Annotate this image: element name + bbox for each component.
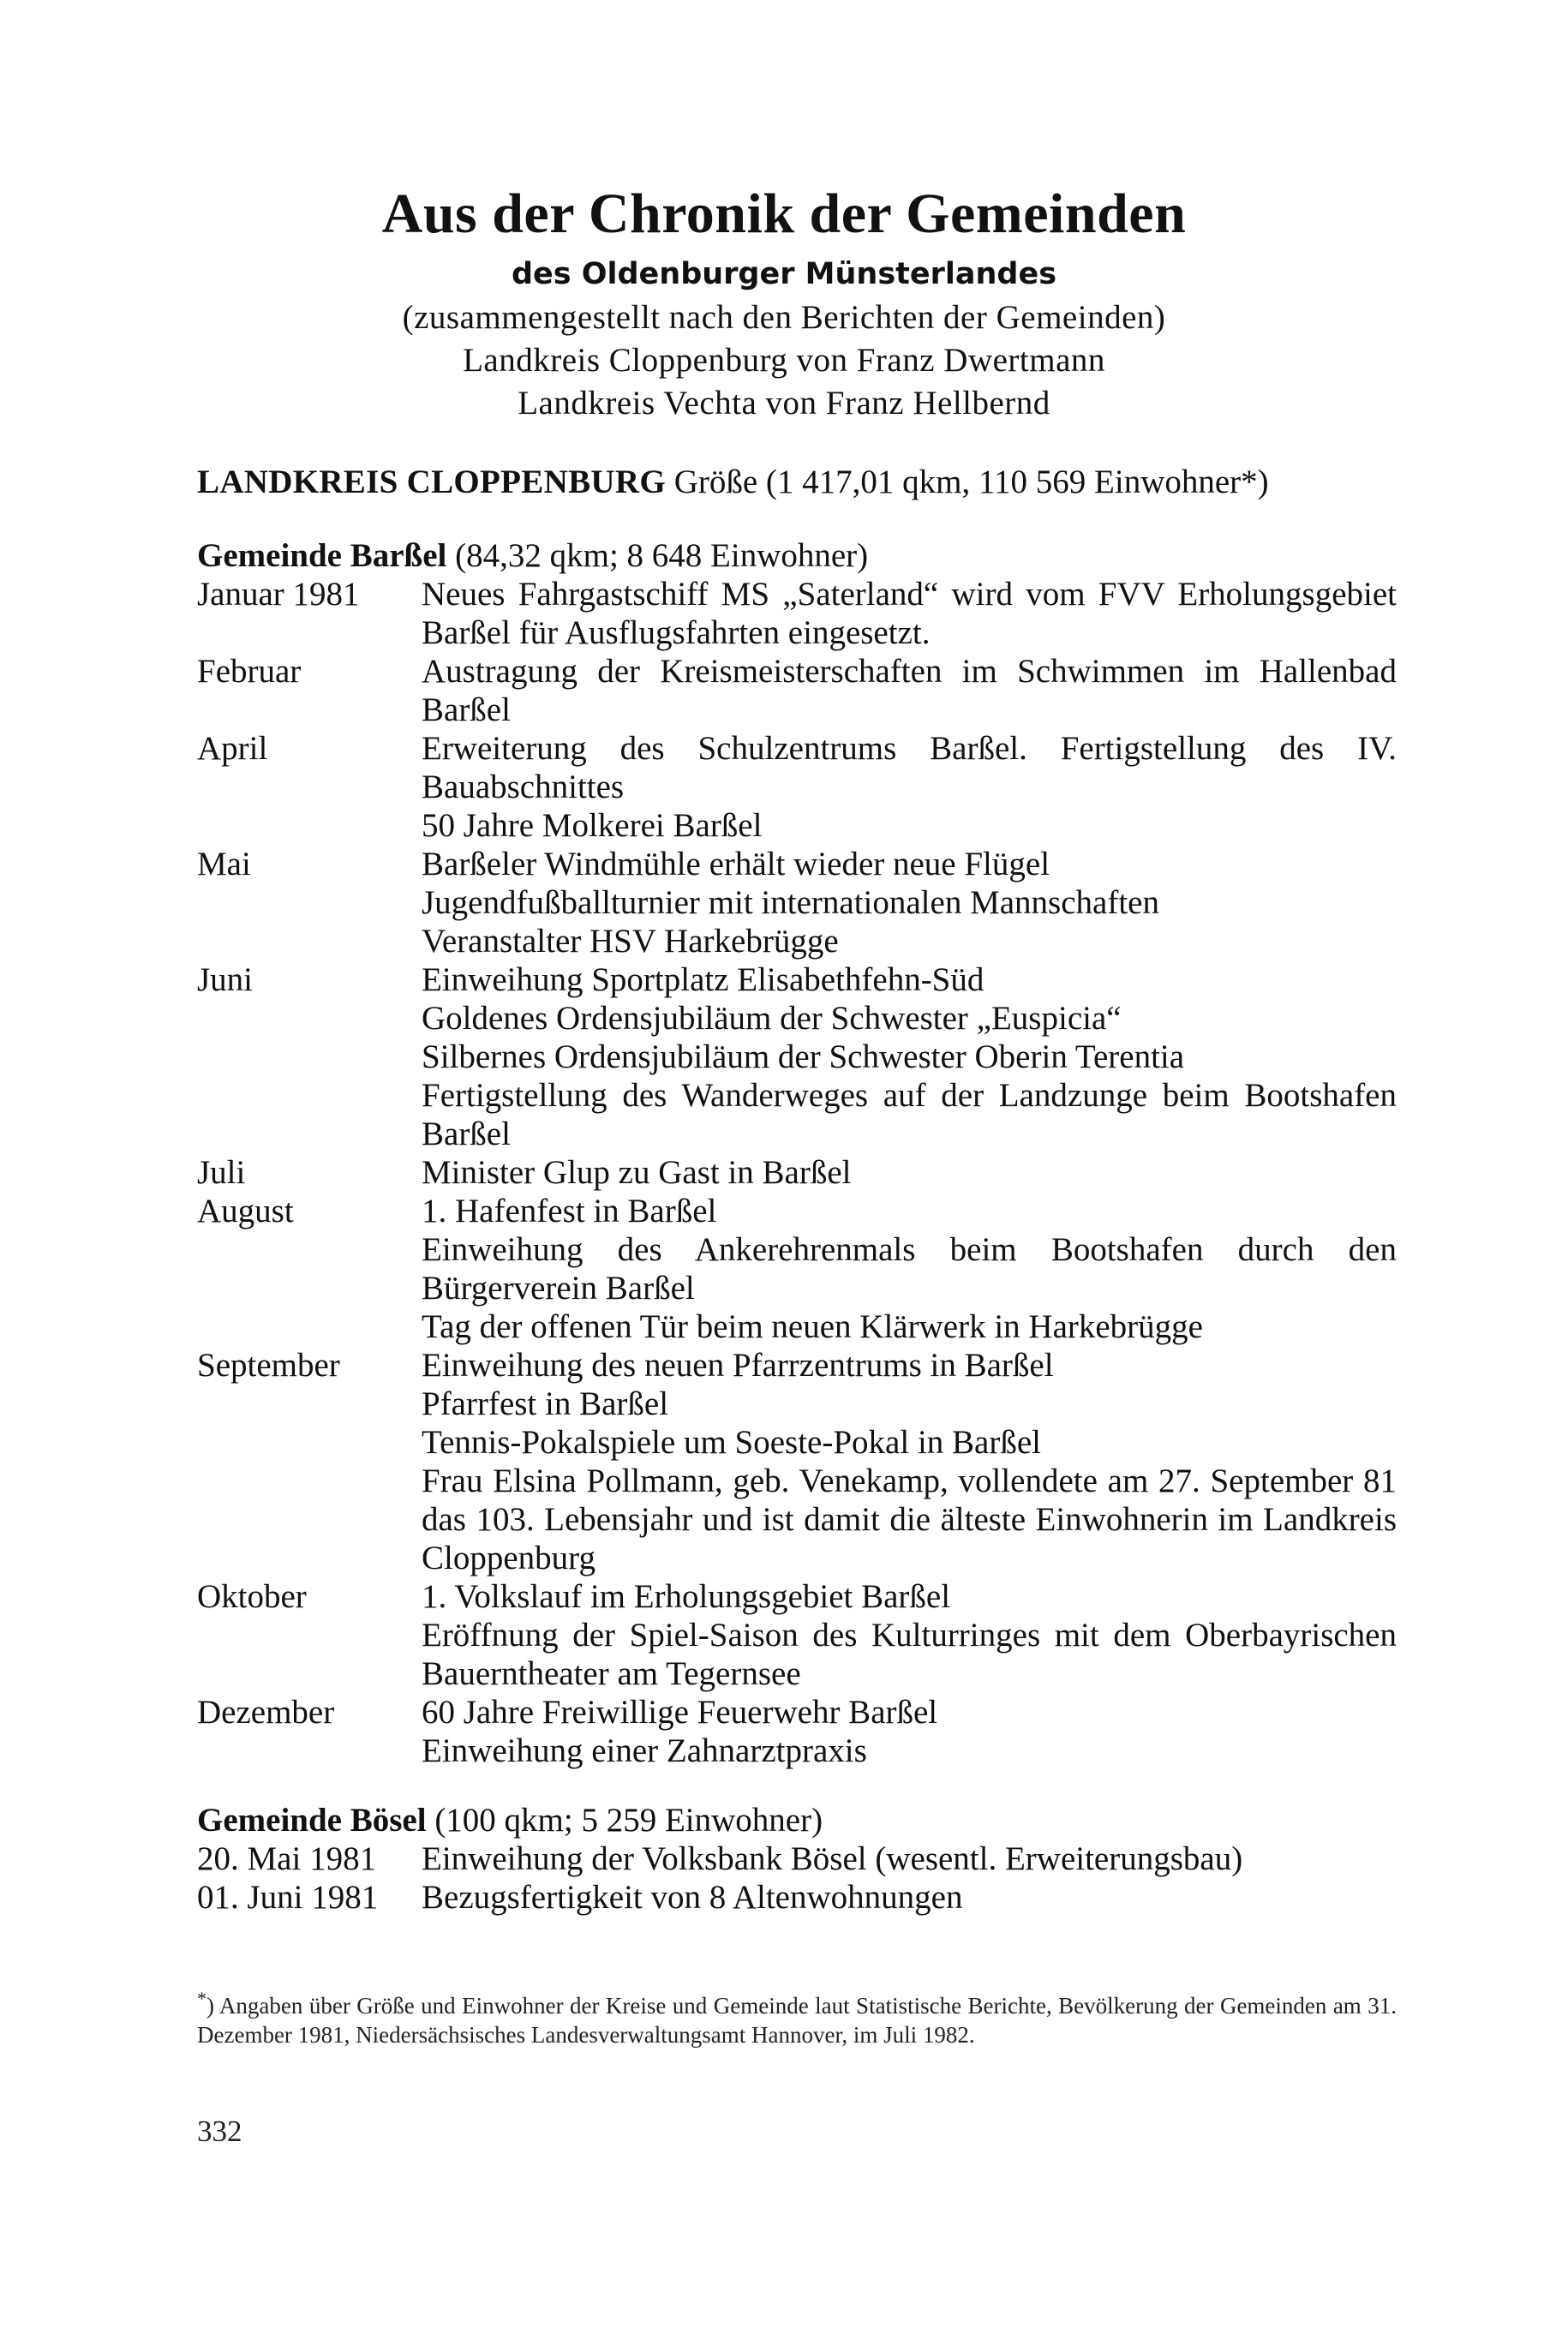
entry-items: [422, 652, 1397, 729]
entry-date: Februar: [197, 653, 302, 690]
region-name: LANDKREIS CLOPPENBURG: [197, 464, 666, 500]
entry-item: Tag der offenen Tür beim neuen Klärwerk in Harkebrügge: [422, 1308, 1203, 1345]
entry-item: Silbernes Ordensjubiläum der Schwester Oberin Terentia: [422, 1038, 1185, 1075]
entry-items: [422, 575, 1397, 652]
page-header: [0, 180, 1568, 425]
entry-items: [422, 960, 1397, 1153]
entry-item: Jugendfußballturnier mit internationalen Mannschaften: [422, 884, 1159, 921]
entry-item: Frau Elsina Pollmann, geb. Venekamp, vollendete am 27. September 81 das 103. Lebensjahr und ist damit die älteste Einwohnerin im Landkreis Cloppenburg: [422, 1463, 1397, 1576]
entry-items: [422, 1693, 1397, 1770]
entry-items: [422, 845, 1397, 960]
chronicle-entry: [197, 1577, 1397, 1693]
chronicle-entry: [197, 1153, 1397, 1192]
gemeinde-heading: [197, 536, 1397, 575]
page-subtitle: des Oldenburger Münsterlandes: [511, 257, 1057, 291]
chronicle-entry: [197, 1192, 1397, 1346]
entry-date: 20. Mai 1981: [197, 1840, 377, 1877]
entry-items: [422, 1839, 1397, 1878]
entry-item: Einweihung des Ankerehrenmals beim Bootshafen durch den Bürgerverein Barßel: [422, 1231, 1397, 1307]
gemeinde-info: (84,32 qkm; 8 648 Einwohner): [446, 537, 869, 574]
gemeinde-name: Gemeinde Barßel: [197, 537, 447, 574]
entry-date: August: [197, 1193, 294, 1229]
entry-items: [422, 1577, 1397, 1693]
entry-item: Veranstalter HSV Harkebrügge: [422, 923, 839, 960]
entry-item: Einweihung des neuen Pfarrzentrums in Barßel: [422, 1347, 1054, 1384]
footnote-mark: *: [197, 1988, 206, 2009]
chronicle-entry: [197, 575, 1397, 652]
entry-date: Juni: [197, 961, 254, 998]
entry-date: April: [197, 730, 268, 767]
author-vechta: Landkreis Vechta von Franz Hellbernd: [518, 385, 1050, 422]
footnote-text: ) Angaben über Größe und Einwohner der Kreise und Gemeinde laut Statistische Berichte, Bevölkerung der Gemeinden am 31. Dezember 1981, Niedersächsisches Landesverwaltungsamt Hannover, im Juli 1982.: [197, 1993, 1397, 2048]
author-cloppenburg: Landkreis Cloppenburg von Franz Dwertmann: [463, 342, 1105, 379]
chronicle-entry: [197, 1839, 1397, 1878]
entry-item: Fertigstellung des Wanderweges auf der Landzunge beim Bootshafen Barßel: [422, 1077, 1397, 1152]
entry-item: Barßeler Windmühle erhält wieder neue Flügel: [422, 846, 1050, 882]
entry-item: Einweihung der Volksbank Bösel (wesentl. Erweiterungsbau): [422, 1840, 1243, 1877]
entry-items: [422, 1153, 1397, 1192]
chronicle-entry: [197, 1693, 1397, 1770]
entry-item: Tennis-Pokalspiele um Soeste-Pokal in Barßel: [422, 1424, 1041, 1461]
entry-item: 1. Hafenfest in Barßel: [422, 1193, 717, 1229]
page-number: 332: [197, 2115, 242, 2148]
entry-date: Oktober: [197, 1578, 307, 1615]
entry-item: 60 Jahre Freiwillige Feuerwehr Barßel: [422, 1694, 938, 1731]
entry-items: [422, 729, 1397, 845]
entry-items: [422, 1346, 1397, 1577]
entry-item: 50 Jahre Molkerei Barßel: [422, 807, 763, 844]
entry-date: Januar 1981: [197, 576, 360, 613]
chronicle-entry: [197, 729, 1397, 845]
entry-items: [422, 1878, 1397, 1917]
entry-item: Austragung der Kreismeisterschaften im Schwimmen im Hallenbad Barßel: [422, 653, 1397, 728]
chronicle-entry: [197, 845, 1397, 960]
entry-items: [422, 1192, 1397, 1346]
entry-item: Goldenes Ordensjubiläum der Schwester „Euspicia“: [422, 1000, 1122, 1037]
entry-date: Dezember: [197, 1694, 335, 1731]
entry-date: Juli: [197, 1154, 246, 1191]
page-title: Aus der Chronik der Gemeinden: [381, 182, 1187, 245]
entry-item: Einweihung einer Zahnarztpraxis: [422, 1732, 867, 1769]
entry-item: Neues Fahrgastschiff MS „Saterland“ wird vom FVV Erholungsgebiet Barßel für Ausflugsfahrten eingesetzt.: [422, 576, 1397, 651]
entry-item: 1. Volkslauf im Erholungsgebiet Barßel: [422, 1578, 951, 1615]
gemeinde-section: [197, 536, 1397, 1770]
gemeinde-section: [197, 1801, 1397, 1917]
entry-date: September: [197, 1347, 340, 1384]
entry-date: 01. Juni 1981: [197, 1879, 379, 1916]
gemeinde-heading: [197, 1801, 1397, 1839]
compiled-note: (zusammengestellt nach den Berichten der Gemeinden): [402, 299, 1166, 336]
chronicle-content: [197, 461, 1397, 1947]
chronicle-entry: [197, 1346, 1397, 1577]
gemeinde-name: Gemeinde Bösel: [197, 1802, 427, 1839]
entry-item: Erweiterung des Schulzentrums Barßel. Fertigstellung des IV. Bauabschnittes: [422, 730, 1397, 805]
entry-item: Bezugsfertigkeit von 8 Altenwohnungen: [422, 1879, 963, 1916]
entry-item: Einweihung Sportplatz Elisabethfehn-Süd: [422, 961, 984, 998]
chronicle-entry: [197, 1878, 1397, 1917]
chronicle-entry: [197, 960, 1397, 1153]
gemeinde-info: (100 qkm; 5 259 Einwohner): [426, 1802, 823, 1839]
chronicle-entry: [197, 652, 1397, 729]
entry-item: Minister Glup zu Gast in Barßel: [422, 1154, 852, 1191]
entry-item: Pfarrfest in Barßel: [422, 1385, 669, 1422]
footnote: [197, 1984, 1397, 2049]
region-info: Größe (1 417,01 qkm, 110 569 Einwohner*): [665, 464, 1269, 500]
entry-date: Mai: [197, 846, 251, 882]
entry-item: Eröffnung der Spiel-Saison des Kulturringes mit dem Oberbayrischen Bauerntheater am Tegernsee: [422, 1617, 1397, 1692]
region-heading: [197, 461, 1397, 504]
